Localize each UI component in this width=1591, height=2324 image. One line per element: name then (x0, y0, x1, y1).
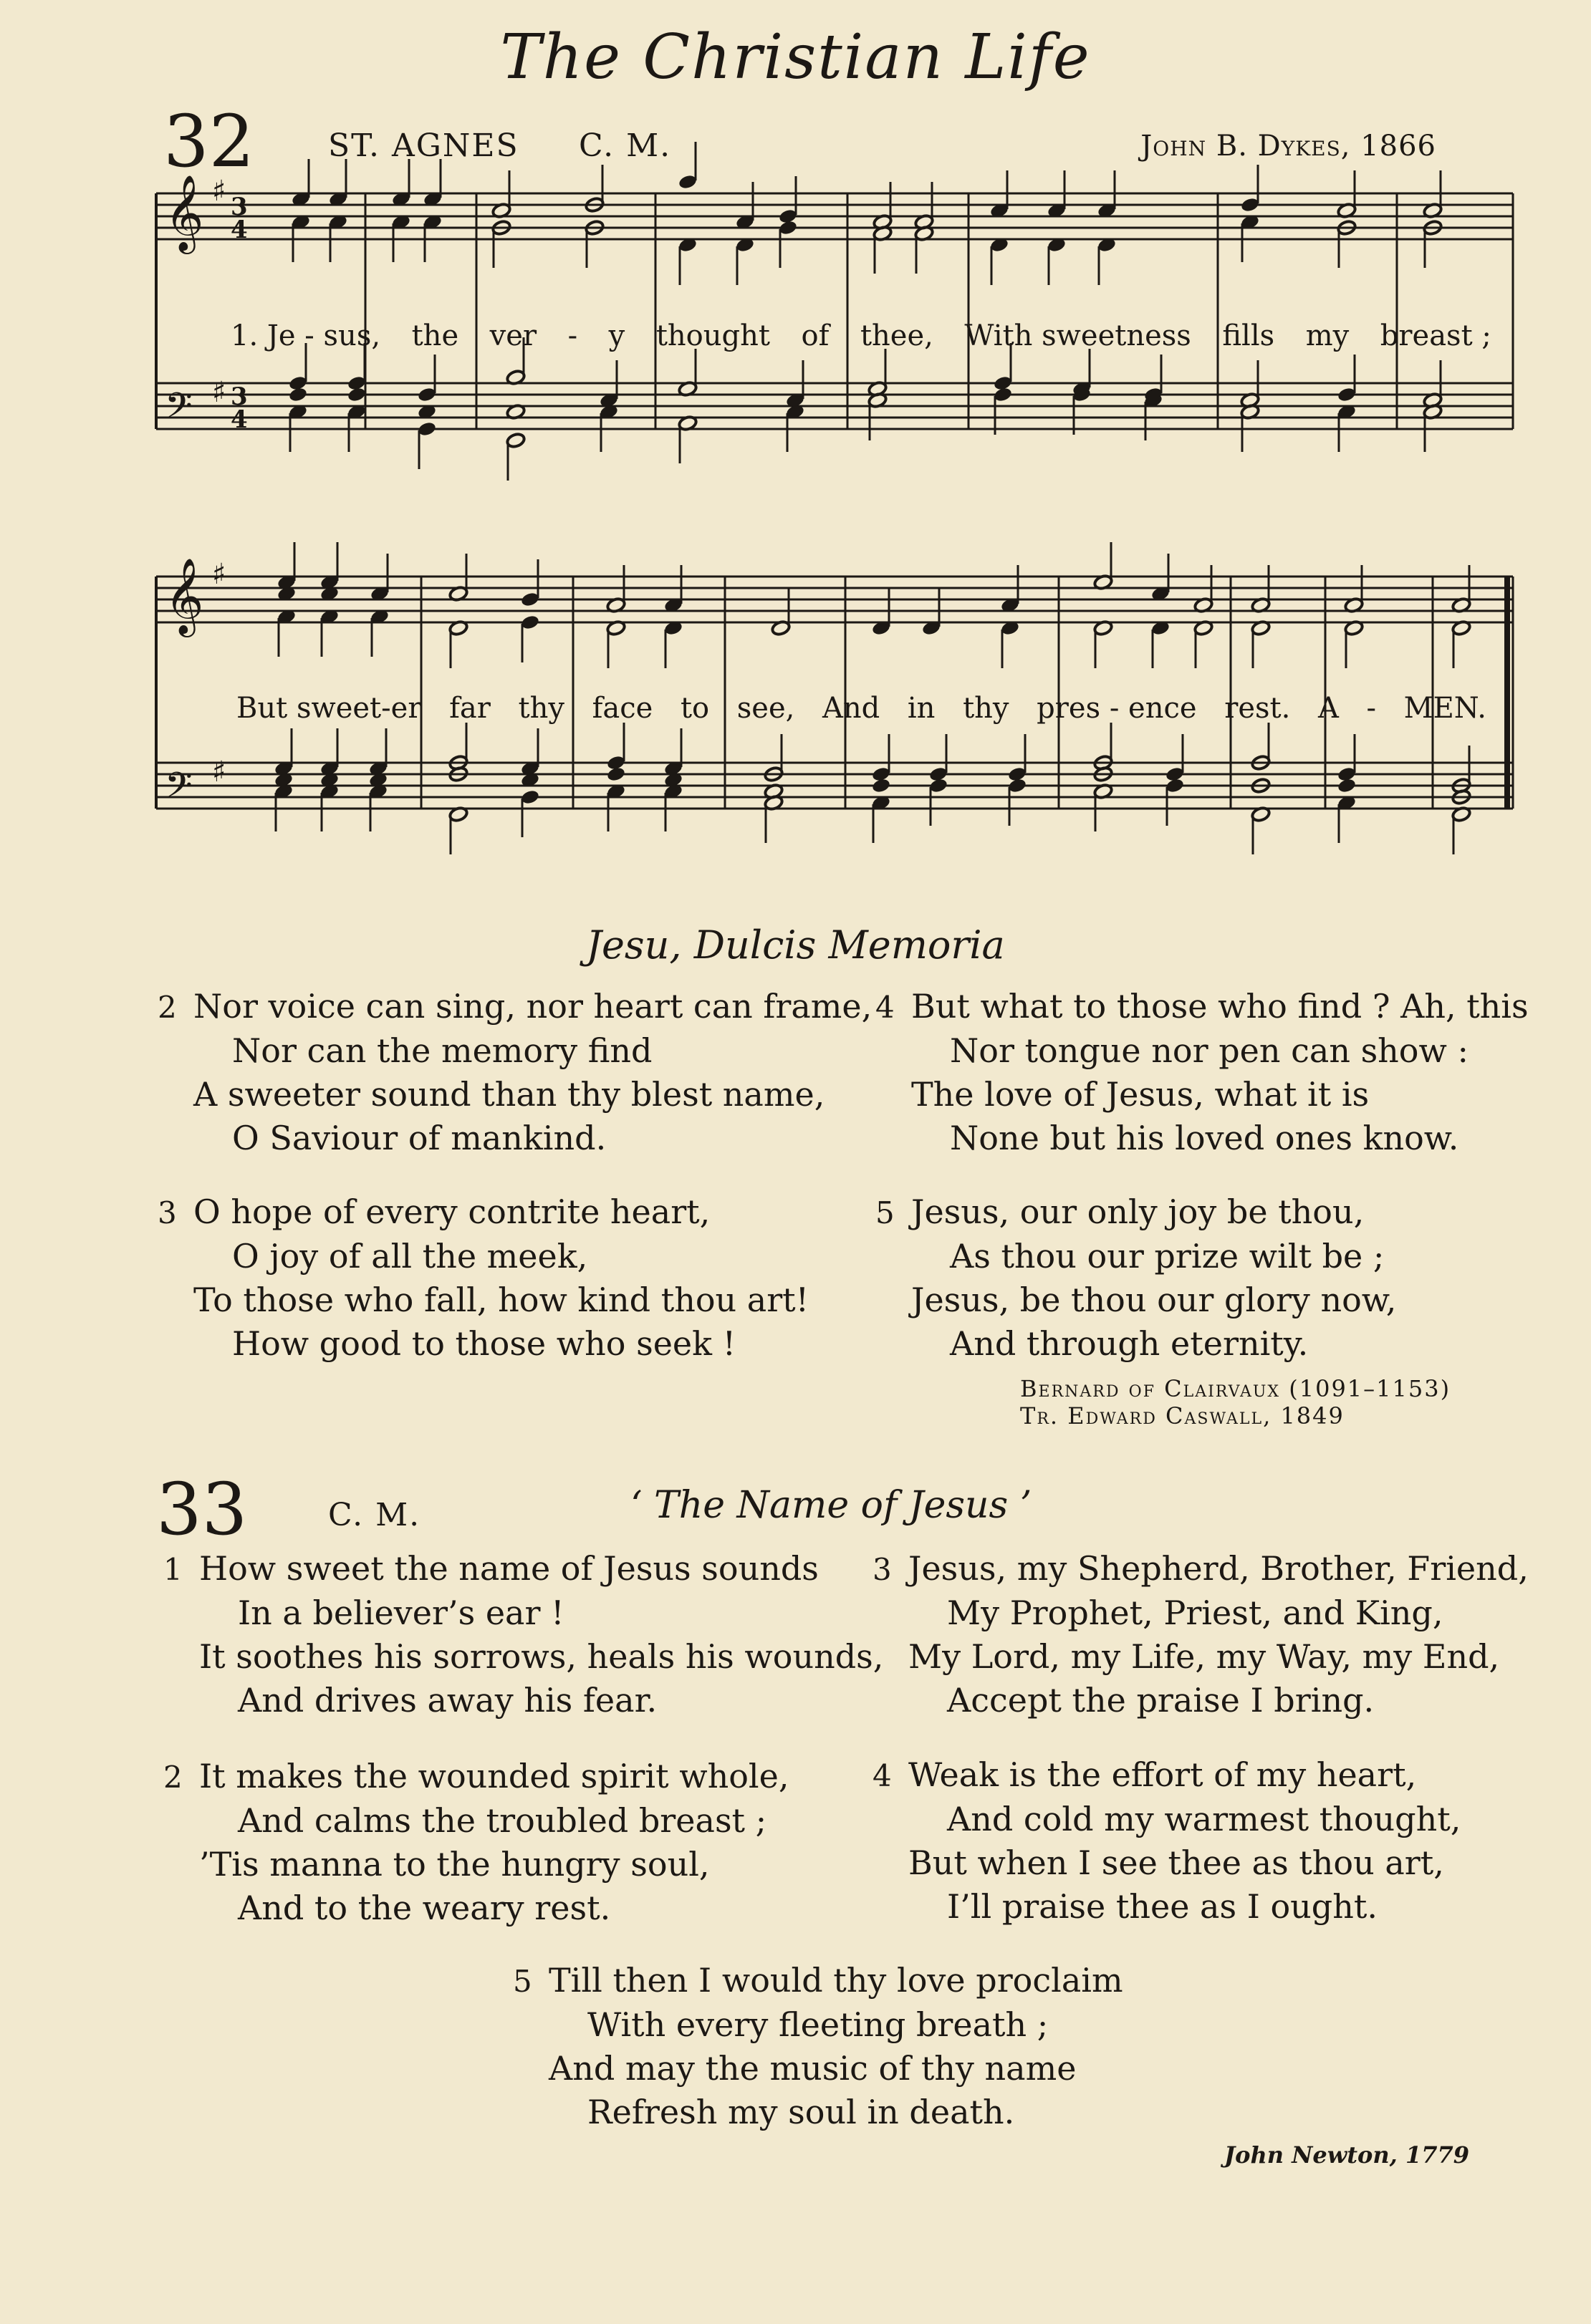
author-line: Bernard of Clairvaux (1091–1153) (1020, 1375, 1451, 1402)
verse-line (158, 1029, 872, 1073)
verse-line (158, 1322, 809, 1366)
verse-line (158, 1117, 872, 1160)
verse-text: Accept the praise I bring. (947, 1681, 1375, 1720)
verse-text: And through eternity. (950, 1324, 1309, 1363)
lyric-syllable: With sweetness (964, 319, 1191, 352)
verse-line (513, 2091, 1123, 2134)
time-signature-top: 3 (231, 382, 248, 411)
verse-line (875, 1073, 1529, 1117)
verse-line (875, 1190, 1396, 1235)
verse-text: Nor voice can sing, nor heart can frame, (193, 987, 873, 1026)
page-title: The Christian Life (500, 21, 1091, 93)
verse-text: O Saviour of mankind. (232, 1119, 607, 1157)
lyric-syllable: rest. (1224, 692, 1291, 725)
verse-text: It soothes his sorrows, heals his wounds, (199, 1637, 884, 1676)
verse-line (873, 1635, 1529, 1679)
verse-line (163, 1755, 789, 1799)
verse-line (873, 1885, 1461, 1929)
time-signature-bottom: 4 (231, 216, 248, 244)
verse-text: O joy of all the meek, (232, 1237, 588, 1276)
lyric-syllable: face (592, 692, 653, 725)
time-signature-bottom: 4 (231, 405, 248, 434)
verse-text: My Lord, my Life, my Way, my End, (908, 1637, 1500, 1676)
lyric-syllable: the (411, 319, 459, 352)
verse-number: 3 (873, 1552, 892, 1587)
music-score (0, 0, 1591, 888)
verse-text: Till then I would thy love proclaim (549, 1961, 1123, 2000)
verse-number: 4 (875, 990, 895, 1025)
lyric-syllable: A (1317, 692, 1339, 725)
verse-number: 2 (158, 990, 177, 1025)
sharp-sign: ♯ (212, 175, 226, 208)
verse-text: And to the weary rest. (238, 1889, 611, 1927)
treble-clef: 𝄞 (165, 557, 204, 634)
verse-text: Jesus, our only joy be thou, (911, 1192, 1365, 1231)
verse-line (163, 1799, 789, 1843)
verse-block (875, 1190, 1396, 1366)
verse-line (163, 1843, 789, 1886)
hymn-subtitle: Jesu, Dulcis Memoria (586, 922, 1005, 968)
lyric-syllable: breast ; (1380, 319, 1491, 352)
verse-text: It makes the wounded spirit whole, (199, 1757, 789, 1795)
verse-number: 5 (513, 1964, 532, 1999)
verse-text: Refresh my soul in death. (587, 2093, 1015, 2131)
verse-text: How sweet the name of Jesus sounds (199, 1549, 819, 1588)
verse-number: 4 (873, 1758, 892, 1793)
verse-line (158, 1190, 809, 1235)
hymn-title: ‘ The Name of Jesus ’ (630, 1484, 1032, 1527)
tune-name: ST. AGNES (328, 127, 519, 164)
lyric-syllable: - (567, 319, 578, 352)
note-head (606, 766, 626, 782)
verse-text: And may the music of thy name (549, 2049, 1077, 2088)
verse-text: And calms the troubled breast ; (238, 1801, 767, 1840)
verse-line (873, 1798, 1461, 1841)
verse-number: 5 (875, 1195, 895, 1230)
verse-text: To those who fall, how kind thou art! (193, 1281, 809, 1319)
verse-text: None but his loved ones know. (950, 1119, 1459, 1157)
treble-clef: 𝄞 (165, 174, 204, 251)
verse-line (873, 1841, 1461, 1885)
lyrics-line-2 (236, 692, 1486, 725)
time-signature-top: 3 (231, 193, 248, 221)
verse-block (163, 1547, 883, 1722)
lyric-syllable: fills (1222, 319, 1275, 352)
verse-line (873, 1591, 1529, 1635)
verse-text: My Prophet, Priest, and King, (947, 1593, 1443, 1632)
lyric-syllable: MEN. (1403, 692, 1486, 725)
verse-block (873, 1753, 1461, 1929)
verse-number: 3 (158, 1195, 177, 1230)
verse-line (875, 1322, 1396, 1366)
lyric-syllable: pres - ence (1037, 692, 1197, 725)
hymn-number: 33 (156, 1467, 248, 1551)
verse-text: ’Tis manna to the hungry soul, (199, 1845, 710, 1884)
lyric-syllable: in (907, 692, 936, 725)
verse-line (163, 1886, 789, 1930)
verse-line (163, 1679, 883, 1722)
verse-text: But what to those who find ? Ah, this (911, 987, 1529, 1026)
translator-line: Tr. Edward Caswall, 1849 (1020, 1402, 1345, 1429)
meter: C. M. (328, 1497, 421, 1533)
verse-line (158, 985, 872, 1029)
lyric-syllable: 1. Je - sus, (231, 319, 381, 352)
lyric-syllable: And (822, 692, 880, 725)
verse-line (163, 1547, 883, 1591)
lyric-syllable: thought (655, 319, 770, 352)
verse-text: Jesus, my Shepherd, Brother, Friend, (908, 1549, 1529, 1588)
lyric-syllable: my (1305, 319, 1350, 352)
verse-block (875, 985, 1529, 1160)
meter: C. M. (579, 127, 672, 164)
verse-line (158, 1235, 809, 1278)
bass-clef: 𝄢 (165, 385, 193, 435)
verse-text: How good to those who seek ! (232, 1324, 736, 1363)
verse-line (875, 1117, 1529, 1160)
lyric-syllable: far (449, 692, 491, 725)
composer: John B. Dykes, 1866 (1140, 130, 1436, 163)
verse-line (158, 1278, 809, 1322)
verse-text: But when I see thee as thou art, (908, 1843, 1444, 1882)
verse-block (513, 1959, 1123, 2134)
lyric-syllable: thee, (860, 319, 933, 352)
bass-clef: 𝄢 (165, 765, 193, 815)
verse-block (163, 1755, 789, 1930)
verse-text: A sweeter sound than thy blest name, (193, 1075, 825, 1114)
author: John Newton, 1779 (1224, 2141, 1469, 2169)
verse-line (873, 1547, 1529, 1591)
verse-block (873, 1547, 1529, 1722)
lyric-syllable: ver (489, 319, 537, 352)
verse-line (875, 985, 1529, 1029)
verse-text: Nor can the memory find (232, 1031, 653, 1070)
verse-line (513, 1959, 1123, 2003)
verse-block (158, 1190, 809, 1366)
verse-line (873, 1679, 1529, 1722)
verse-text: In a believer’s ear ! (238, 1593, 564, 1632)
lyric-syllable: - (1366, 692, 1376, 725)
verse-text: The love of Jesus, what it is (911, 1075, 1370, 1114)
hymn-number: 32 (163, 100, 255, 183)
verse-text: And cold my warmest thought, (947, 1800, 1461, 1838)
attribution (1020, 1375, 1451, 1429)
verse-block (158, 985, 872, 1160)
note-head (1337, 777, 1357, 794)
verse-text: I’ll praise thee as I ought. (947, 1887, 1378, 1926)
lyric-syllable: y (608, 319, 625, 352)
verse-line (875, 1029, 1529, 1073)
verse-text: With every fleeting breath ; (587, 2005, 1049, 2044)
verse-line (873, 1753, 1461, 1798)
note-head (871, 777, 891, 794)
lyric-syllable: see, (736, 692, 795, 725)
sharp-sign: ♯ (212, 558, 226, 591)
verse-text: As thou our prize wilt be ; (950, 1237, 1385, 1276)
verse-line (163, 1591, 883, 1635)
lyrics-line-1 (231, 319, 1491, 352)
verse-line (875, 1278, 1396, 1322)
verse-text: Jesus, be thou our glory now, (911, 1281, 1397, 1319)
verse-text: O hope of every contrite heart, (193, 1192, 711, 1231)
verse-line (513, 2047, 1123, 2091)
verse-text: Nor tongue nor pen can show : (950, 1031, 1469, 1070)
lyric-syllable: But sweet-er (236, 692, 422, 725)
note-head (347, 386, 367, 402)
note-head (288, 386, 308, 402)
verse-text: And drives away his fear. (238, 1681, 658, 1720)
verse-number: 1 (163, 1552, 183, 1587)
lyric-syllable: thy (963, 692, 1009, 725)
verse-text: Weak is the effort of my heart, (908, 1755, 1417, 1794)
lyric-syllable: of (801, 319, 830, 352)
sharp-sign: ♯ (212, 376, 226, 409)
verse-line (163, 1635, 883, 1679)
verse-line (158, 1073, 872, 1117)
verse-line (875, 1235, 1396, 1278)
lyric-syllable: thy (518, 692, 564, 725)
lyric-syllable: to (680, 692, 710, 725)
verse-line (513, 2003, 1123, 2047)
sharp-sign: ♯ (212, 756, 226, 789)
verse-number: 2 (163, 1760, 183, 1795)
